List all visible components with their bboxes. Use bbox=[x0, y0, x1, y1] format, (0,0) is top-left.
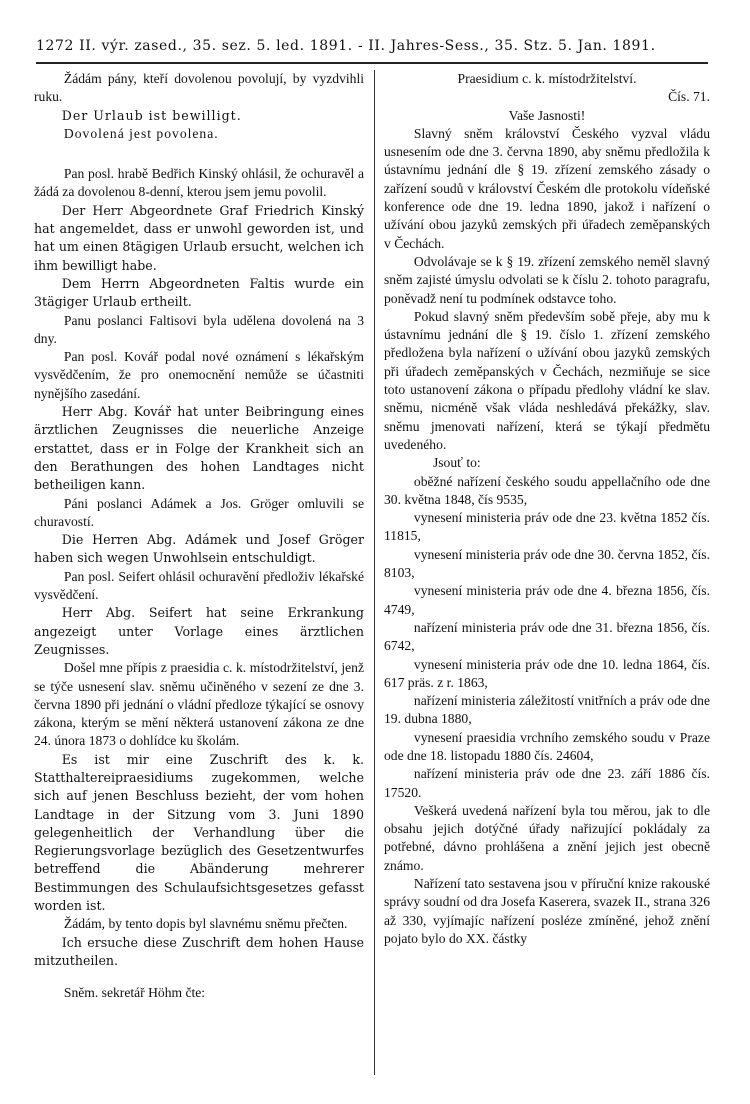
salutation: Vaše Jasnosti! bbox=[508, 107, 586, 123]
paragraph: Pan posl. Kovář podal nové oznámení s lékařským vysvědčením, že pro onemocnění nemůže se účastniti nynějšího zasedání. bbox=[34, 349, 364, 401]
paragraph: Herr Abg. Kovář hat unter Beibringung eines ärztlichen Zeugnisses die neuerliche Anzeige erstattet, dass er in Folge der Krankheit sich an den Berathungen des hohen Landtages nicht betheiligen kann. bbox=[34, 404, 364, 493]
paragraph: Sněm. sekretář Höhm čte: bbox=[63, 985, 206, 1001]
list-item: oběžné nařízení českého soudu appellačního ode dne 30. května 1848, čís 9535, bbox=[384, 473, 710, 507]
list-item: nařízení ministeria práv ode dne 23. září 1886 čís. 17520. bbox=[384, 766, 710, 800]
paragraph: Herr Abg. Seifert hat seine Erkrankung angezeigt unter Vorlage eines ärztlichen Zeugnisses. bbox=[34, 605, 364, 657]
list-item: nařízení ministeria práv ode dne 31. března 1856, čís. 6742, bbox=[384, 619, 710, 654]
paragraph: Dem Herrn Abgeordneten Faltis wurde ein 3tägiger Urlaub ertheilt. bbox=[34, 275, 364, 310]
paragraph: Páni poslanci Adámek a Jos. Gröger omluvili se churavostí. bbox=[34, 495, 364, 529]
paragraph: Panu poslanci Faltisovi byla udělena dovolená na 3 dny. bbox=[34, 312, 364, 346]
list-item: vynesení praesidia vrchního zemského soudu v Praze ode dne 18. listopadu 1880 čís. 24604, bbox=[384, 729, 710, 763]
paragraph: Odvolávaje se k § 19. zřízení zemského neměl slavný sněm zajisté úmyslu odvolati se k číslu 2. tohoto paragrafu, poněvadž není tu podmínek odstavce toho. bbox=[384, 253, 710, 306]
list-item: vynesení ministeria práv ode dne 23. května 1852 čís. 11815, bbox=[384, 510, 710, 544]
paragraph: Žádám pány, kteří dovolenou povolují, by vyzdvihli ruku. bbox=[34, 71, 364, 105]
paragraph: Der Urlaub ist bewilligt. bbox=[61, 107, 242, 123]
paragraph: Veškerá uvedená nařízení byla tou měrou, jak to dle obsahu jejich dotýčné úřady nařizující pokládaly za potřebné, dávno prohlášena a znění jejich jest obecně známo. bbox=[384, 802, 710, 873]
header-rule bbox=[36, 62, 708, 64]
list-item: vynesení ministeria práv ode dne 10. ledna 1864, čís. 617 präs. z r. 1863, bbox=[384, 656, 710, 690]
column-divider bbox=[374, 70, 375, 1075]
letter-heading: Praesidium c. k. místodržitelství. bbox=[457, 71, 637, 86]
left-column bbox=[34, 70, 364, 1003]
letter-number: Čís. 71. bbox=[668, 89, 710, 105]
paragraph: Ich ersuche diese Zuschrift dem hohen Hause mitzutheilen. bbox=[34, 934, 364, 968]
right-column bbox=[384, 70, 710, 948]
paragraph: Es ist mir eine Zuschrift des k. k. Statthaltereipraesidiums zugekommen, welche sich auf jenen Beschluss bezieht, der vom hohen Landtage in der Sitzung vom 3. Juni 1890 gelegenheitlich der Verhandlung über die Regierungsvorlage bezüglich des Gesetzentwurfes betreffend die Abänderung mehrerer Bestimmungen des Schulaufsichtsgesetzes gefasst worden ist. bbox=[34, 751, 364, 914]
list-item: vynesení ministeria práv ode dne 30. června 1852, čís. 8103, bbox=[384, 546, 710, 581]
paragraph: Nařízení tato sestavena jsou v příruční knize rakouské správy soudní od dra Josefa Kaserera, svazek II., strana 326 až 330, vyjímajíc nařízení posléze zmíněné, jehož znění pojato bylo do XX. částky bbox=[384, 876, 710, 946]
running-header: 1272 II. výr. zased., 35. sez. 5. led. 1891. - II. Jahres-Sess., 35. Stz. 5. Jan. 1891. bbox=[36, 38, 656, 54]
paragraph: Došel mne přípis z praesidia c. k. místodržitelství, jenž se týče usnesení slav. sněmu učiněného v sezení ze dne 3. června 1890 při jednání o vládní předloze týkající se osnovy zákona, kterým se mění některá ustanovení zákona ze dne 24. února 1873 o dohlídce ku školám. bbox=[34, 660, 364, 749]
paragraph: Slavný sněm království Českého vyzval vládu usnesením ode dne 3. června 1890, aby sněmu předložila k ústavnímu jednání dle § 19. zřízení zemského zásady o zařízení soudů v království Českém dle protokolu vídeňské konference ode dne 19. ledna 1890, jakož i nařízení o užívání obou jazyků zemských při úřadech zeměpanských v Čechách. bbox=[384, 125, 710, 251]
paragraph: Dovolená jest povolena. bbox=[63, 125, 219, 141]
list-item: nařízení ministeria záležitostí vnitřních a práv ode dne 19. dubna 1880, bbox=[384, 693, 710, 727]
paragraph: Pan posl. hrabě Bedřich Kinský ohlásil, že ochuravěl a žádá za dovolenou 8-denní, kterou jsem jemu povolil. bbox=[34, 166, 364, 200]
paragraph: Die Herren Abg. Adámek und Josef Gröger haben sich wegen Unwohlsein entschuldigt. bbox=[34, 532, 364, 566]
list-intro: Jsouť to: bbox=[432, 455, 481, 471]
list-item: vynesení ministeria práv ode dne 4. března 1856, čís. 4749, bbox=[384, 583, 710, 617]
paragraph: Pan posl. Seifert ohlásil ochuravění předloživ lékařské vysvědčení. bbox=[34, 568, 364, 603]
paragraph: Žádám, by tento dopis byl slavnému sněmu přečten. bbox=[63, 916, 348, 932]
paragraph: Der Herr Abgeordnete Graf Friedrich Kinský hat angemeldet, dass er unwohl geworden ist, und hat um einen 8tägigen Urlaub ersucht, welchen ich ihm bewilligt habe. bbox=[34, 202, 364, 273]
paragraph: Pokud slavný sněm především sobě přeje, aby mu k ústavnímu jednání dle § 19. číslo 1. zřízení zemského předložena byla nařízení o užívání obou jazyků zemských při úřadech zeměpanských v Čechách, nezmiňuje se sice toto ustanovení zákona o případu předlohy vládní ke slav. sněmu, nicméně však vláda neshledává překážky, slav. sněmu jmenovati nařízení, která se týkají předmětu uvedeného. bbox=[384, 308, 710, 452]
